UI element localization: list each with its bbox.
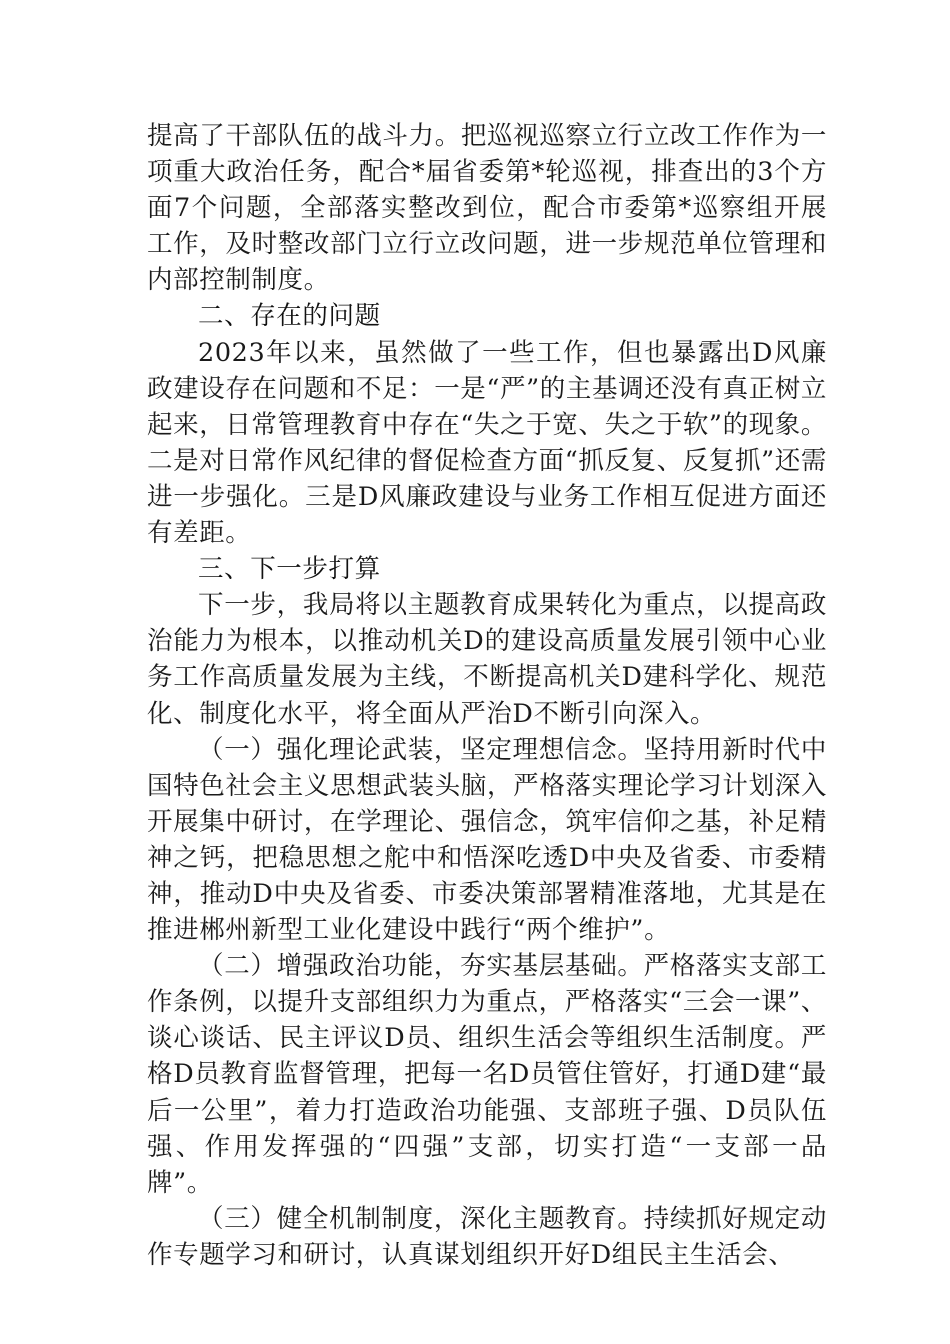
paragraph-item-2: （二）增强政治功能，夯实基层基础。严格落实支部工作条例，以提升支部组织力为重点，严格落实“三会一课”、谈心谈话、民主评议D员、组织生活会等组织生活制度。严格D员教育监督管理，把每一名D员管住管好，打通D建“最后一公里”，着力打造政治功能强、支部班子强、D员队伍强、作用发挥强的“四强”支部，切实打造“一支部一品牌”。 — [147, 951, 827, 1198]
paragraph-problems: 2023年以来，虽然做了一些工作，但也暴露出D风廉政建设存在问题和不足：一是“严”的主基调还没有真正树立起来，日常管理教育中存在“失之于宽、失之于软”的现象。二是对日常作风纪律的督促检查方面“抓反复、反复抓”还需进一步强化。三是D风廉政建设与业务工作相互促进方面还有差距。 — [147, 337, 827, 549]
paragraph-item-3: （三）健全机制制度，深化主题教育。持续抓好规定动作专题学习和研讨，认真谋划组织开好D组民主生活会、 — [147, 1203, 827, 1270]
paragraph-next-steps-intro: 下一步，我局将以主题教育成果转化为重点，以提高政治能力为根本，以推动机关D的建设高质量发展引领中心业务工作高质量发展为主线，不断提高机关D建科学化、规范化、制度化水平，将全面从严治D不断引向深入。 — [147, 590, 827, 729]
paragraph-item-1: （一）强化理论武装，坚定理想信念。坚持用新时代中国特色社会主义思想武装头脑，严格落实理论学习计划深入开展集中研讨，在学理论、强信念，筑牢信仰之基，补足精神之钙，把稳思想之舵中和悟深吃透D中央及省委、市委精神，推动D中央及省委、市委决策部署精准落地，尤其是在推进郴州新型工业化建设中践行“两个维护”。 — [147, 734, 827, 946]
paragraph-continued: 提高了干部队伍的战斗力。把巡视巡察立行立改工作作为一项重大政治任务，配合*届省委第*轮巡视，排查出的3个方面7个问题，全部落实整改到位，配合市委第*巡察组开展工作，及时整改部门立行立改问题，进一步规范单位管理和内部控制制度。 — [147, 121, 827, 296]
document-body — [147, 118, 827, 1273]
section-heading-problems: 二、存在的问题 — [198, 301, 381, 332]
section-heading-next-steps: 三、下一步打算 — [198, 554, 381, 585]
